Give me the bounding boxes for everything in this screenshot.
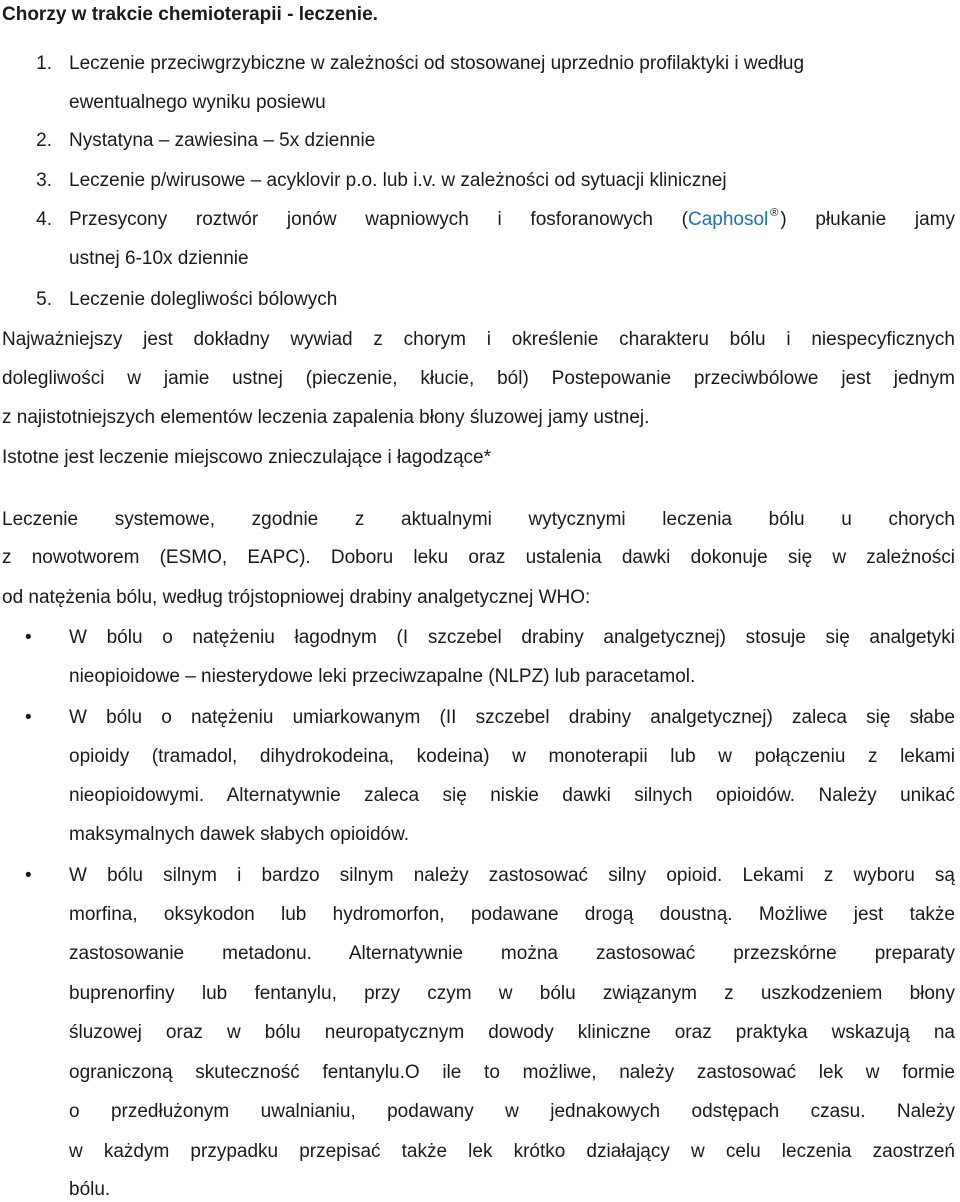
list-item-text: Nystatyna – zawiesina – 5x dziennie: [69, 130, 376, 151]
registered-mark: ®: [770, 207, 779, 219]
bullet-line: zastosowanie metadonu. Alternatywnie można zastosować przezskórne preparaty: [69, 943, 955, 964]
list-number: 5.: [36, 289, 52, 310]
bullet-line: opioidy (tramadol, dihydrokodeina, kodeina) w monoterapii lub w połączeniu z lekami: [69, 746, 955, 767]
list-item-text: ustnej 6-10x dziennie: [69, 248, 249, 269]
paragraph-line: Najważniejszy jest dokładny wywiad z chorym i określenie charakteru bólu i niespecyficznych: [2, 329, 955, 350]
bullet-line: bólu.: [69, 1179, 111, 1200]
list-item-text: Leczenie p/wirusowe – acyklovir p.o. lub i.v. w zależności od sytuacji klinicznej: [69, 170, 727, 191]
list-item-text: Leczenie dolegliwości bólowych: [69, 289, 338, 310]
bullet-line: o przedłużonym uwalnianiu, podawany w jednakowych odstępach czasu. Należy: [69, 1101, 955, 1122]
list-number: 3.: [36, 170, 52, 191]
bullet-line: śluzowej oraz w bólu neuropatycznym dowody kliniczne oraz praktyka wskazują na: [69, 1022, 955, 1043]
list-number: 1.: [36, 53, 52, 74]
caphosol-link[interactable]: Caphosol: [687, 209, 769, 230]
page-title: Chorzy w trakcie chemioterapii - leczenie.: [2, 4, 378, 25]
paragraph-line: Istotne jest leczenie miejscowo znieczulające i łagodzące*: [2, 447, 491, 468]
bullet-line: nieopioidowe – niesterydowe leki przeciwzapalne (NLPZ) lub paracetamol.: [69, 666, 696, 687]
bullet-line: W bólu silnym i bardzo silnym należy zastosować silny opioid. Lekami z wyboru są: [69, 865, 955, 886]
bullet-icon: •: [25, 627, 32, 648]
bullet-icon: •: [25, 707, 32, 728]
paragraph-line: dolegliwości w jamie ustnej (pieczenie, kłucie, ból) Postepowanie przeciwbólowe jest jednym: [2, 368, 955, 389]
list-number: 2.: [36, 130, 52, 151]
paragraph-line: Leczenie systemowe, zgodnie z aktualnymi wytycznymi leczenia bólu u chorych: [2, 509, 955, 530]
bullet-line: nieopioidowymi. Alternatywnie zaleca się niskie dawki silnych opioidów. Należy unikać: [69, 785, 955, 806]
bullet-line: W bólu o natężeniu łagodnym (I szczebel drabiny analgetycznej) stosuje się analgetyki: [69, 627, 955, 648]
list-item-text: Leczenie przeciwgrzybiczne w zależności od stosowanej uprzednio profilaktyki i według: [69, 53, 805, 74]
paragraph-line: z najistotniejszych elementów leczenia zapalenia błony śluzowej jamy ustnej.: [2, 407, 650, 428]
bullet-line: W bólu o natężeniu umiarkowanym (II szczebel drabiny analgetycznej) zaleca się słabe: [69, 707, 955, 728]
list-item-text: ewentualnego wyniku posiewu: [69, 92, 326, 113]
bullet-line: maksymalnych dawek słabych opioidów.: [69, 824, 410, 845]
paragraph-line: z nowotworem (ESMO, EAPC). Doboru leku oraz ustalenia dawki dokonuje się w zależności: [2, 547, 955, 568]
bullet-line: morfina, oksykodon lub hydromorfon, podawane drogą doustną. Możliwe jest także: [69, 904, 955, 925]
bullet-line: buprenorfiny lub fentanylu, przy czym w bólu związanym z uszkodzeniem błony: [69, 983, 955, 1004]
list-item-text: [69, 208, 955, 234]
paragraph-line: od natężenia bólu, według trójstopniowej drabiny analgetycznej WHO:: [2, 587, 591, 608]
bullet-line: w każdym przypadku przepisać także lek krótko działający w celu leczenia zaostrzeń: [69, 1141, 955, 1162]
list-number: 4.: [36, 209, 52, 230]
list-item-text-post: ) płukanie jamy: [780, 209, 956, 230]
bullet-icon: •: [25, 865, 32, 886]
list-item-text-pre: Przesycony roztwór jonów wapniowych i fosforanowych (: [69, 209, 688, 230]
bullet-line: ograniczoną skuteczność fentanylu.O ile to możliwe, należy zastosować lek w formie: [69, 1062, 955, 1083]
